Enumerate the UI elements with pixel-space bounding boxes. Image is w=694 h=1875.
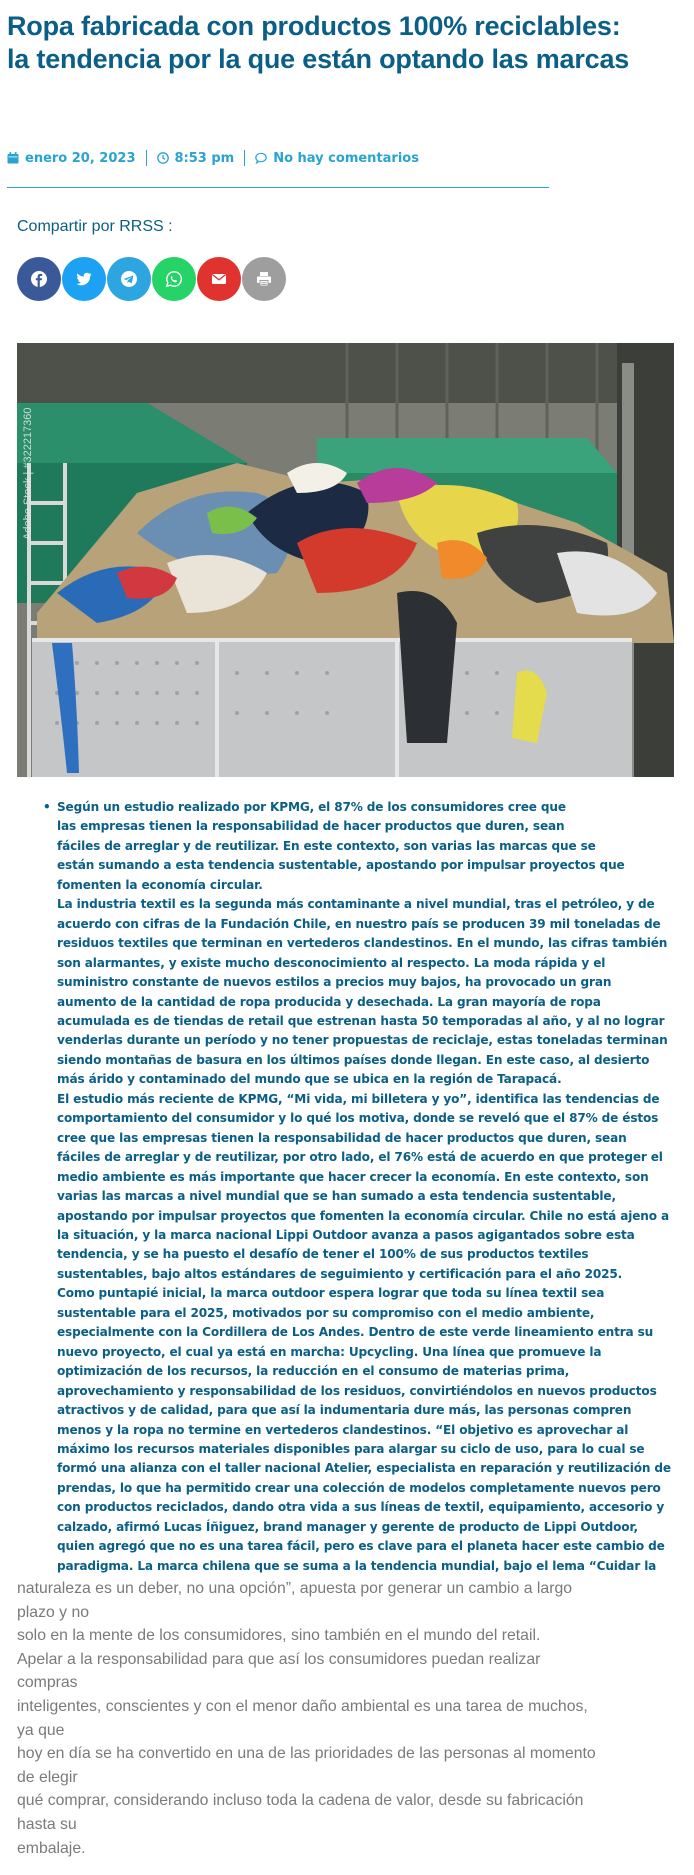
meta-divider: [244, 150, 245, 166]
share-email-button[interactable]: [197, 257, 241, 301]
body-line: fomenten la economía circular.: [57, 877, 263, 892]
facebook-icon: [30, 270, 48, 288]
bullet-icon: •: [43, 800, 51, 814]
body-paragraph: Como puntapié inicial, la marca outdoor espera lograr que toda su línea textil sea sustentable para el 2025, motivados por su compromiso con el medio ambiente, especialmente con la Cordillera de Los Andes. Dentro de este verde lineamiento entra su nuevo proyecto, el cual ya está en marcha: Upcycling. Una línea que promueve la optimización de los recursos, la reducción en el consumo de materias prima, aprovechamiento y responsabilidad de los residuos, convirtiéndolos en nuevos productos atractivos y de calidad, para que así la indumentaria dure más, las personas compren menos y la ropa no termine en vertederos clandestinos. “El objetivo es aprovechar al máximo los recursos materiales disponibles para alargar su ciclo de uso, para lo cual se formó una alianza con el taller nacional Atelier, especialista en reparación y reutilización de prendas, lo que ha permitido crear una colección de modelos completamente nuevos pero con productos reciclados, dando otra vida a sus líneas de textil, equipamiento, accesorio y calzado, afirmó Lucas Íñiguez, brand manager y gerente de producto de Lippi Outdoor, quien agregó que no es una tarea fácil, pero es clave para el planeta hacer este cambio de paradigma. La marca chilena que se suma a la tendencia mundial, bajo el lema “Cuidar la: [57, 1286, 671, 1573]
list-item: [43, 798, 672, 1576]
post-date-text: enero 20, 2023: [25, 150, 136, 166]
article-title: Ropa fabricada con productos 100% reciclables: la tendencia por la que están optando las marcas: [7, 11, 630, 74]
share-label: Compartir por RRSS :: [17, 218, 173, 235]
plain-line: hoy en día se ha convertido en una de las prioridades de las personas al momento: [17, 1745, 596, 1763]
share-telegram-button[interactable]: [107, 257, 151, 301]
share-print-button[interactable]: [242, 257, 286, 301]
article-image: [17, 343, 674, 777]
share-whatsapp-button[interactable]: [152, 257, 196, 301]
plain-line: qué comprar, considerando incluso toda la cadena de valor, desde su fabricación: [17, 1792, 584, 1810]
post-time: [157, 151, 235, 166]
comment-icon: [255, 152, 267, 164]
plain-line: de elegir: [17, 1768, 78, 1786]
meta-divider: [146, 150, 147, 166]
plain-line: compras: [17, 1674, 78, 1692]
post-date[interactable]: [7, 151, 136, 166]
email-icon: [210, 270, 228, 288]
plain-line: inteligentes, conscientes y con el menor daño ambiental es una tarea de muchos,: [17, 1697, 588, 1715]
whatsapp-icon: [165, 270, 183, 288]
post-time-text: 8:53 pm: [174, 150, 235, 166]
plain-line: naturaleza es un deber, no una opción”, apuesta por generar un cambio a largo: [17, 1580, 573, 1597]
plain-line: embalaje.: [17, 1839, 86, 1857]
body-line: están sumando a esta tendencia sustentable, apostando por impulsar proyectos que: [57, 858, 625, 873]
plain-line: hasta su: [17, 1815, 77, 1833]
telegram-icon: [120, 270, 138, 288]
body-line: las empresas tienen la responsabilidad de hacer productos que duren, sean: [57, 819, 565, 834]
share-buttons: [17, 257, 286, 301]
title-divider: [7, 187, 549, 188]
share-twitter-button[interactable]: [62, 257, 106, 301]
calendar-icon: [7, 152, 19, 164]
body-paragraph: El estudio más reciente de KPMG, “Mi vida, mi billetera y yo”, identifica las tendencias de comportamiento del consumidor y lo qué los motiva, donde se reveló que el 87% de éstos cree que las empresas tienen la responsabilidad de hacer productos que duren, sean fáciles de arreglar y de reutilizar, por otro lado, el 76% está de acuerdo en que proteger el medio ambiente es más importante que hacer crecer la economía. En este contexto, son varias las marcas a nivel mundial que se han sumado a esta tendencia sustentable, apostando por impulsar proyectos que fomenten la economía circular. Chile no está ajeno a la situación, y la marca nacional Lippi Outdoor avanza a pasos agigantados sobre esta tendencia, y se ha puesto el desafío de tener el 100% de sus productos textiles sustentables, bajo altos estándares de seguimiento y certificación para el año 2025.: [57, 1091, 669, 1281]
article-body-list: [43, 798, 672, 1576]
body-paragraph: La industria textil es la segunda más contaminante a nivel mundial, tras el petróleo, y de acuerdo con cifras de la Fundación Chile, en nuestro país se producen 39 mil toneladas de residuos textiles que terminan en vertederos clandestinos. En el mundo, las cifras también son alarmantes, y existe mucho desconocimiento al respecto. La moda rápida y el suministro constante de nuevos estilos a precios muy bajos, ha provocado un gran aumento de la cantidad de ropa producida y desechada. La gran mayoría de ropa acumulada es de tiendas de retail que estrenan hasta 50 temporadas al año, y al no lograr venderlas durante un período y no tener propuestas de reciclaje, estas toneladas terminan siendo montañas de basura en los últimos países donde llegan. En este caso, al desierto más árido y contaminado del mundo que se ubica en la región de Tarapacá.: [57, 897, 668, 1087]
plain-line: solo en la mente de los consumidores, sino también en el mundo del retail.: [17, 1627, 541, 1645]
article-body-plain: [17, 1577, 672, 1860]
post-meta: [7, 148, 419, 168]
post-comments-text: No hay comentarios: [273, 150, 419, 166]
plain-line: Apelar a la responsabilidad para que así los consumidores puedan realizar: [17, 1650, 541, 1668]
post-comments[interactable]: [255, 151, 419, 166]
body-line: Según un estudio realizado por KPMG, el 87% de los consumidores cree que: [57, 800, 566, 814]
body-line: fáciles de arreglar y de reutilizar. En este contexto, son varias las marcas que se: [57, 838, 596, 853]
twitter-icon: [75, 270, 93, 288]
plain-line: plazo y no: [17, 1603, 90, 1621]
print-icon: [255, 270, 273, 288]
image-watermark: Adobe Stock | #322217360: [22, 407, 34, 540]
textile-waste-photo: [17, 343, 674, 777]
clock-icon: [157, 152, 169, 164]
plain-line: ya que: [17, 1721, 65, 1739]
share-facebook-button[interactable]: [17, 257, 61, 301]
